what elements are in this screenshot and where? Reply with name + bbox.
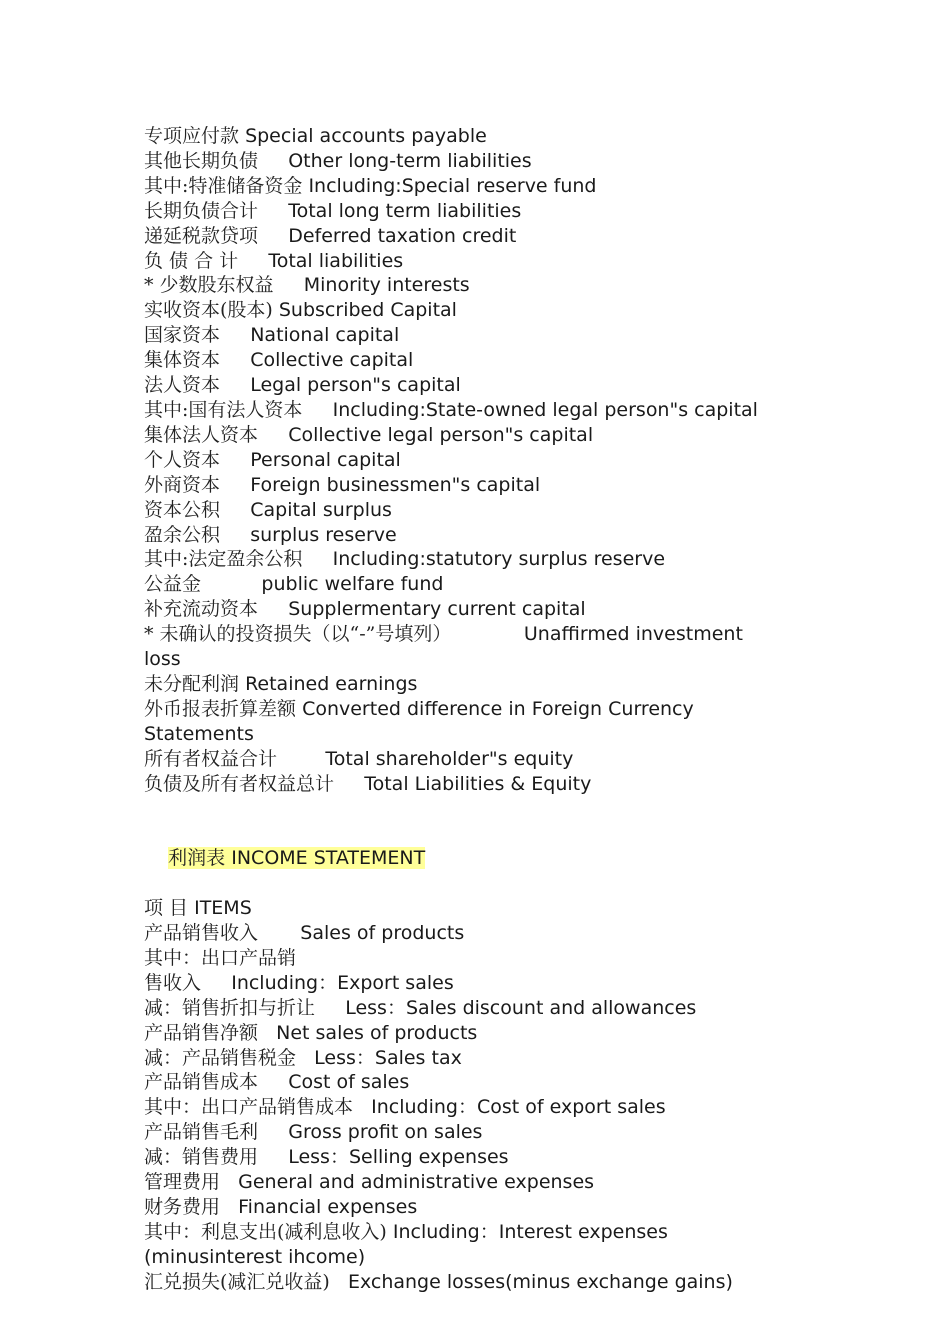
chinese-term: 集体法人资本 bbox=[144, 423, 259, 446]
chinese-term: 财务费用 bbox=[144, 1195, 221, 1218]
english-term: public welfare fund bbox=[261, 573, 444, 596]
chinese-term: 国家资本 bbox=[144, 324, 221, 347]
term-gap bbox=[353, 1096, 371, 1118]
term-gap bbox=[220, 1171, 238, 1193]
term-line bbox=[144, 323, 764, 348]
term-line bbox=[144, 1145, 764, 1170]
english-term: Unaffirmed investment loss bbox=[144, 623, 749, 671]
english-term: Collective legal person"s capital bbox=[288, 423, 594, 446]
english-term: ITEMS bbox=[194, 897, 252, 920]
chinese-term: 其中:国有法人资本 bbox=[144, 398, 303, 421]
term-gap bbox=[258, 200, 288, 222]
term-gap bbox=[258, 922, 300, 944]
chinese-term: 公益金 bbox=[144, 573, 202, 596]
term-gap bbox=[220, 524, 250, 546]
term-gap bbox=[258, 598, 288, 620]
term-gap bbox=[220, 474, 250, 496]
balance-sheet-section bbox=[144, 124, 844, 796]
chinese-term: * 少数股东权益 bbox=[144, 274, 274, 297]
chinese-term: 递延税款贷项 bbox=[144, 224, 259, 247]
chinese-term: 其中:法定盈余公积 bbox=[144, 548, 303, 571]
chinese-term: 产品销售成本 bbox=[144, 1071, 259, 1094]
chinese-term: 产品销售净额 bbox=[144, 1021, 259, 1044]
term-line bbox=[144, 473, 764, 498]
chinese-term: 外币报表折算差额 bbox=[144, 697, 297, 720]
term-line bbox=[144, 572, 764, 597]
chinese-term: 产品销售毛利 bbox=[144, 1121, 259, 1144]
chinese-term: 减：销售费用 bbox=[144, 1146, 259, 1169]
english-term: Less：Sales tax bbox=[314, 1046, 462, 1069]
english-term: Supplermentary current capital bbox=[288, 598, 586, 621]
chinese-term: 所有者权益合计 bbox=[144, 747, 278, 770]
term-line bbox=[144, 298, 764, 323]
term-line bbox=[144, 1095, 764, 1120]
income-statement-section bbox=[144, 896, 844, 1295]
term-line bbox=[144, 273, 764, 298]
term-gap bbox=[258, 1071, 288, 1093]
chinese-term: 其他长期负债 bbox=[144, 149, 259, 172]
chinese-term: 其中：出口产品销售成本 bbox=[144, 1096, 354, 1119]
chinese-term: 其中：利息支出(减利息收入) bbox=[144, 1220, 387, 1243]
english-term: Sales of products bbox=[300, 921, 465, 944]
term-line bbox=[144, 1046, 764, 1071]
term-line bbox=[144, 149, 764, 174]
chinese-term: 资本公积 bbox=[144, 498, 221, 521]
english-term: Exchange losses(minus exchange gains) bbox=[347, 1270, 733, 1293]
term-gap bbox=[258, 1121, 288, 1143]
term-line bbox=[144, 547, 764, 572]
term-line bbox=[144, 1021, 764, 1046]
chinese-term: 盈余公积 bbox=[144, 523, 221, 546]
chinese-term: 专项应付款 bbox=[144, 125, 240, 147]
term-gap bbox=[220, 324, 250, 346]
term-gap bbox=[330, 1271, 348, 1293]
chinese-term: 未分配利润 bbox=[144, 672, 240, 695]
term-line bbox=[144, 946, 764, 971]
income-statement-heading bbox=[144, 821, 844, 896]
section-spacer bbox=[144, 796, 844, 821]
term-line bbox=[144, 1120, 764, 1145]
chinese-term: 产品销售收入 bbox=[144, 921, 259, 944]
term-line bbox=[144, 1220, 764, 1270]
english-term: Subscribed Capital bbox=[278, 299, 457, 322]
english-term: Including:Special reserve fund bbox=[308, 174, 597, 197]
english-term: Including：Interest expenses (minusinterest ihcome) bbox=[144, 1220, 674, 1268]
term-line bbox=[144, 523, 764, 548]
english-term: Total Liabilities & Equity bbox=[364, 772, 592, 795]
term-gap bbox=[277, 748, 325, 770]
heading-zh: 利润表 bbox=[168, 847, 226, 870]
term-gap bbox=[220, 449, 250, 471]
heading-en: INCOME STATEMENT bbox=[231, 847, 426, 870]
english-term: Collective capital bbox=[250, 349, 414, 372]
term-line bbox=[144, 921, 764, 946]
english-term: Personal capital bbox=[250, 448, 401, 471]
chinese-term: 法人资本 bbox=[144, 374, 221, 397]
chinese-term: 集体资本 bbox=[144, 349, 221, 372]
english-term: Including：Cost of export sales bbox=[371, 1096, 666, 1119]
document-page bbox=[144, 124, 844, 1295]
chinese-term: 其中:特准储备资金 bbox=[144, 174, 303, 197]
term-line bbox=[144, 199, 764, 224]
english-term: Legal person"s capital bbox=[250, 374, 461, 397]
term-line bbox=[144, 174, 764, 199]
term-gap bbox=[220, 349, 250, 371]
term-gap bbox=[258, 150, 288, 172]
english-term: Total shareholder"s equity bbox=[325, 747, 574, 770]
term-line bbox=[144, 373, 764, 398]
term-gap bbox=[220, 374, 250, 396]
chinese-term: 项 目 bbox=[144, 897, 189, 920]
chinese-term: 管理费用 bbox=[144, 1171, 221, 1194]
chinese-term: 其中：出口产品销 bbox=[144, 946, 297, 969]
english-term: General and administrative expenses bbox=[238, 1171, 595, 1194]
term-gap bbox=[258, 1022, 276, 1044]
term-gap bbox=[220, 1196, 238, 1218]
term-line bbox=[144, 672, 764, 697]
term-line bbox=[144, 971, 764, 996]
english-term: Foreign businessmen"s capital bbox=[250, 473, 541, 496]
english-term: Total long term liabilities bbox=[288, 199, 522, 222]
english-term: Total liabilities bbox=[268, 249, 404, 272]
term-line bbox=[144, 622, 764, 672]
english-term: Retained earnings bbox=[245, 672, 418, 695]
term-line bbox=[144, 1195, 764, 1220]
english-term: Including:State-owned legal person"s capital bbox=[332, 398, 758, 421]
chinese-term: 补充流动资本 bbox=[144, 598, 259, 621]
chinese-term: 售收入 bbox=[144, 971, 202, 994]
chinese-term: 减：销售折扣与折让 bbox=[144, 996, 316, 1019]
term-line bbox=[144, 124, 764, 149]
term-line bbox=[144, 348, 764, 373]
english-term: Minority interests bbox=[303, 274, 470, 297]
term-line bbox=[144, 1170, 764, 1195]
chinese-term: 个人资本 bbox=[144, 448, 221, 471]
term-gap bbox=[220, 499, 250, 521]
english-term: Other long-term liabilities bbox=[288, 149, 532, 172]
chinese-term: 减：产品销售税金 bbox=[144, 1046, 297, 1069]
english-term: Gross profit on sales bbox=[288, 1121, 483, 1144]
term-gap bbox=[201, 972, 231, 994]
term-line bbox=[144, 249, 764, 274]
chinese-term: 外商资本 bbox=[144, 473, 221, 496]
english-term: Including：Export sales bbox=[231, 971, 454, 994]
term-gap bbox=[258, 225, 288, 247]
english-term: National capital bbox=[250, 324, 400, 347]
term-gap bbox=[451, 623, 523, 645]
chinese-term: * 未确认的投资损失（以“-”号填列） bbox=[144, 623, 452, 646]
term-line bbox=[144, 996, 764, 1021]
term-gap bbox=[296, 1047, 314, 1069]
term-line bbox=[144, 697, 764, 747]
term-line bbox=[144, 772, 764, 797]
english-term: Converted difference in Foreign Currency Statements bbox=[144, 697, 700, 745]
chinese-term: 实收资本(股本) bbox=[144, 299, 273, 322]
term-line bbox=[144, 423, 764, 448]
english-term: Deferred taxation credit bbox=[288, 224, 517, 247]
chinese-term: 长期负债合计 bbox=[144, 199, 259, 222]
term-gap bbox=[238, 250, 268, 272]
english-term: Including:statutory surplus reserve bbox=[332, 548, 666, 571]
english-term: Less：Sales discount and allowances bbox=[345, 996, 697, 1019]
term-gap bbox=[315, 997, 345, 1019]
term-gap bbox=[302, 548, 332, 570]
term-line bbox=[144, 747, 764, 772]
term-line bbox=[144, 498, 764, 523]
term-gap bbox=[258, 1146, 288, 1168]
term-gap bbox=[274, 274, 304, 296]
term-line bbox=[144, 224, 764, 249]
english-term: Cost of sales bbox=[288, 1071, 410, 1094]
term-line bbox=[144, 448, 764, 473]
term-gap bbox=[258, 424, 288, 446]
english-term: Financial expenses bbox=[238, 1195, 418, 1218]
chinese-term: 汇兑损失(减汇兑收益) bbox=[144, 1270, 330, 1293]
term-gap bbox=[334, 773, 364, 795]
chinese-term: 负 债 合 计 bbox=[144, 249, 239, 272]
term-line bbox=[144, 597, 764, 622]
english-term: surplus reserve bbox=[250, 523, 397, 546]
term-line bbox=[144, 1070, 764, 1095]
english-term: Capital surplus bbox=[250, 498, 392, 521]
term-line bbox=[144, 1270, 764, 1295]
term-line bbox=[144, 398, 764, 423]
chinese-term: 负债及所有者权益总计 bbox=[144, 772, 335, 795]
english-term: Less：Selling expenses bbox=[288, 1146, 509, 1169]
english-term: Special accounts payable bbox=[245, 125, 487, 147]
term-gap bbox=[302, 399, 332, 421]
term-gap bbox=[201, 573, 261, 595]
english-term: Net sales of products bbox=[276, 1021, 478, 1044]
term-line bbox=[144, 896, 764, 921]
